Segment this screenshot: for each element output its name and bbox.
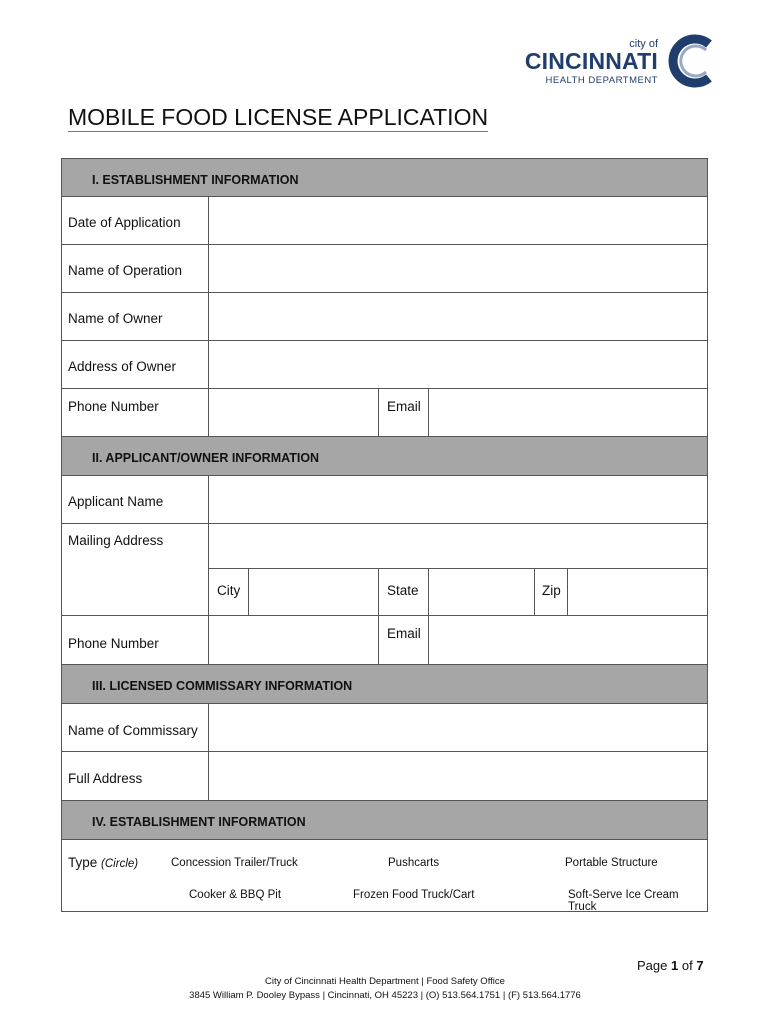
zip-field[interactable]: [568, 569, 707, 615]
section-1-header: [61, 158, 708, 197]
state-label: State: [387, 583, 419, 598]
type-option-portable-structure[interactable]: Portable Structure: [565, 857, 658, 869]
full-address-label: Full Address: [68, 771, 143, 786]
application-form: [61, 158, 708, 912]
zip-label: Zip: [542, 583, 561, 598]
address-of-owner-field[interactable]: [209, 341, 707, 388]
type-option-pushcarts[interactable]: Pushcarts: [388, 857, 440, 869]
mailing-address-label: Mailing Address: [68, 533, 164, 548]
logo-city-of: city of: [629, 38, 658, 50]
applicant-email-field[interactable]: [429, 616, 707, 664]
type-option-frozen-food-truck[interactable]: Frozen Food Truck/Cart: [353, 889, 475, 901]
applicant-name-label: Applicant Name: [68, 494, 164, 509]
page-current: 1: [671, 958, 679, 973]
name-of-operation-field[interactable]: [209, 245, 707, 292]
name-of-operation-row: [61, 245, 708, 293]
date-of-application-label: Date of Application: [68, 215, 181, 230]
date-of-application-field[interactable]: [209, 197, 707, 244]
type-option-soft-serve-truck[interactable]: Soft-Serve Ice Cream Truck: [568, 889, 679, 913]
name-of-commissary-field[interactable]: [209, 704, 707, 751]
state-field[interactable]: [429, 569, 534, 615]
city-label: City: [217, 583, 241, 598]
name-of-commissary-row: [61, 704, 708, 752]
mailing-address-field[interactable]: [209, 524, 707, 568]
address-of-owner-row: [61, 341, 708, 389]
name-of-owner-label: Name of Owner: [68, 311, 163, 326]
type-option-cooker-bbq-pit[interactable]: Cooker & BBQ Pit: [189, 889, 282, 901]
full-address-field[interactable]: [209, 752, 707, 800]
address-of-owner-label: Address of Owner: [68, 359, 177, 374]
city-field[interactable]: [249, 569, 378, 615]
type-option-concession-trailer[interactable]: Concession Trailer/Truck: [171, 857, 298, 869]
mailing-address-row: [61, 524, 708, 616]
name-of-owner-field[interactable]: [209, 293, 707, 340]
name-of-commissary-label: Name of Commissary: [68, 723, 198, 738]
name-of-operation-label: Name of Operation: [68, 263, 183, 278]
applicant-phone-number-field[interactable]: [209, 616, 378, 664]
type-hint: (Circle): [101, 858, 139, 870]
applicant-name-row: [61, 476, 708, 524]
page-label: Page: [637, 958, 668, 973]
cincinnati-c-logo-icon: [662, 32, 720, 90]
owner-phone-number-field[interactable]: [209, 389, 378, 436]
full-address-row: [61, 752, 708, 801]
footer-office: City of Cincinnati Health Department | Food Safety Office: [265, 976, 505, 987]
page-total: 7: [696, 958, 704, 973]
owner-email-label: Email: [387, 399, 421, 414]
owner-email-field[interactable]: [429, 389, 707, 436]
section-3-heading: III. LICENSED COMMISSARY INFORMATION: [92, 679, 353, 693]
applicant-phone-email-row: [61, 616, 708, 665]
section-1-heading: I. ESTABLISHMENT INFORMATION: [92, 173, 299, 187]
owner-phone-number-label: Phone Number: [68, 399, 159, 414]
section-2-header: [61, 437, 708, 476]
page-of: of: [681, 958, 693, 973]
type-label-text: Type: [68, 855, 98, 870]
section-4-heading: IV. ESTABLISHMENT INFORMATION: [92, 815, 306, 829]
name-of-owner-row: [61, 293, 708, 341]
section-2-heading: II. APPLICANT/OWNER INFORMATION: [92, 451, 320, 465]
applicant-phone-number-label: Phone Number: [68, 636, 159, 651]
page-indicator: [637, 958, 704, 973]
type-label: [68, 855, 138, 870]
applicant-name-field[interactable]: [209, 476, 707, 523]
footer-address: 3845 William P. Dooley Bypass | Cincinnati, OH 45223 | (O) 513.564.1751 | (F) 513.564.1776: [189, 990, 581, 1001]
health-department-logo: [525, 32, 720, 90]
establishment-type-row: [61, 840, 708, 912]
logo-cincinnati: CINCINNATI: [524, 48, 658, 74]
section-3-header: [61, 665, 708, 704]
date-of-application-row: [61, 197, 708, 245]
page-title: MOBILE FOOD LICENSE APPLICATION: [68, 104, 489, 130]
owner-phone-email-row: [61, 389, 708, 437]
logo-health-department: HEALTH DEPARTMENT: [545, 75, 658, 86]
section-4-header: [61, 801, 708, 840]
applicant-email-label: Email: [387, 626, 421, 641]
